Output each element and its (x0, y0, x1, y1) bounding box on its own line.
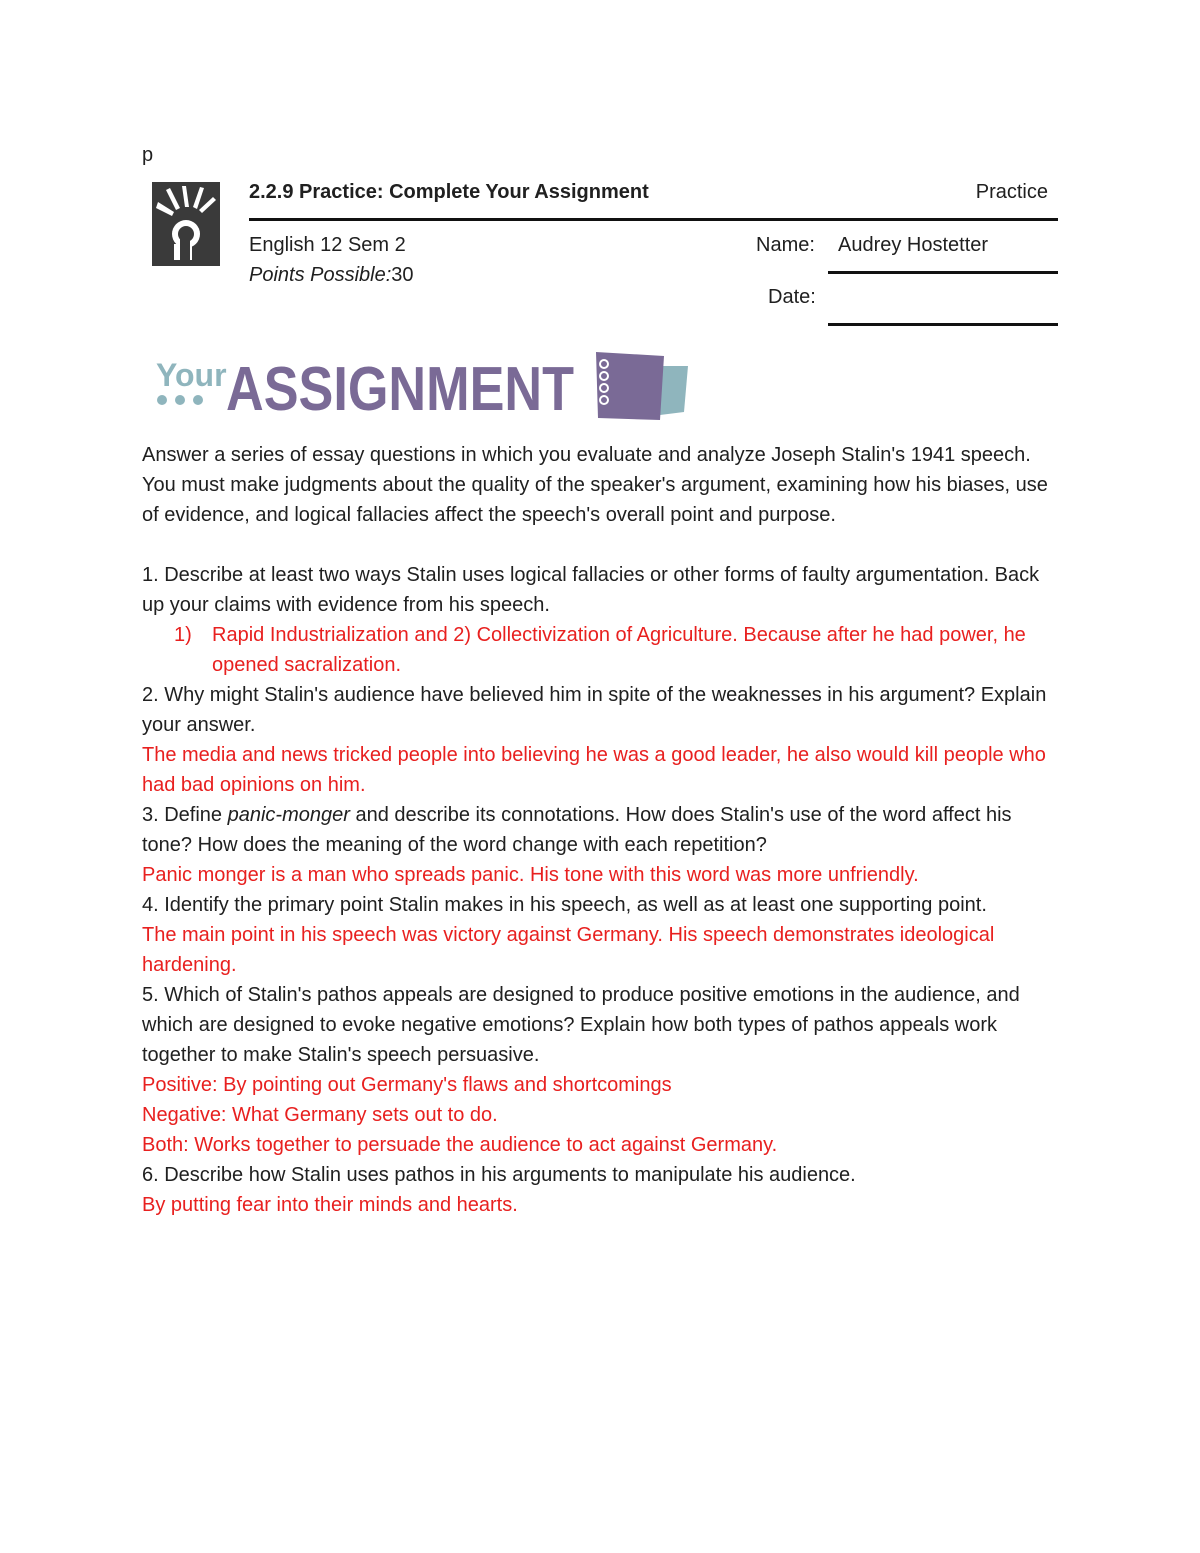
question-3-term: panic-monger (227, 804, 350, 826)
your-assignment-banner (152, 346, 692, 426)
banner-dot (157, 395, 167, 405)
answer-3: Panic monger is a man who spreads panic. His tone with this word was more unfriendly. (142, 864, 919, 886)
answer-1-text: Rapid Industrialization and 2) Collectivization of Agriculture. Because after he had power, he opened sacralization. (212, 624, 1026, 676)
points-label: Points Possible: (249, 264, 392, 286)
answer-4: The main point in his speech was victory against Germany. His speech demonstrates ideological hardening. (142, 924, 995, 976)
question-4: 4. Identify the primary point Stalin makes in his speech, as well as at least one supporting point. (142, 894, 987, 916)
question-6: 6. Describe how Stalin uses pathos in his arguments to manipulate his audience. (142, 1164, 856, 1186)
banner-dot (175, 395, 185, 405)
assignment-title: 2.2.9 Practice: Complete Your Assignment (249, 181, 649, 203)
intro-paragraph: Answer a series of essay questions in which you evaluate and analyze Joseph Stalin's 1941 speech. You must make judgments about the quality of the speaker's argument, examining how his biases, use of evidence, and logical fallacies affect the speech's overall point and purpose. (142, 444, 1048, 526)
answer-6: By putting fear into their minds and hearts. (142, 1194, 518, 1216)
notebook-icon (596, 352, 688, 420)
banner-dot (193, 395, 203, 405)
header-rule (249, 218, 1058, 221)
date-label: Date: (768, 286, 816, 308)
question-3 (142, 800, 1062, 860)
banner-your: Your (156, 357, 227, 393)
name-field-line (828, 271, 1058, 274)
lightbulb-logo-icon (152, 182, 220, 266)
answer-5-negative: Negative: What Germany sets out to do. (142, 1104, 498, 1126)
date-field-line (828, 323, 1058, 326)
points-value: 30 (391, 264, 414, 286)
question-3-pre: 3. Define (142, 804, 228, 826)
banner-assignment: ASSIGNMENT (226, 355, 575, 424)
answer-5-both: Both: Works together to persuade the audience to act against Germany. (142, 1134, 778, 1156)
question-5: 5. Which of Stalin's pathos appeals are designed to produce positive emotions in the audience, and which are designed to evoke negative emotions? Explain how both types of pathos appeals work together to make Stalin's speech persuasive. (142, 984, 1020, 1066)
assignment-type: Practice (975, 181, 1048, 203)
answer-2: The media and news tricked people into believing he was a good leader, he also would kill people who had bad opinions on him. (142, 744, 1046, 796)
points-possible (249, 264, 414, 287)
answer-5-positive: Positive: By pointing out Germany's flaws and shortcomings (142, 1074, 672, 1096)
stray-character: p (142, 144, 154, 166)
question-1: 1. Describe at least two ways Stalin uses logical fallacies or other forms of faulty argumentation. Back up your claims with evidence from his speech. (142, 564, 1040, 616)
name-label: Name: (756, 234, 815, 256)
question-2: 2. Why might Stalin's audience have believed him in spite of the weaknesses in his argument? Explain your answer. (142, 684, 1047, 736)
answer-1-number: 1) (174, 624, 192, 646)
name-value: Audrey Hostetter (838, 234, 989, 256)
assignment-body (142, 440, 1062, 1220)
course-name: English 12 Sem 2 (249, 234, 406, 256)
question-3-post: and describe its connotations. How does Stalin's use of the word affect his tone? How does the meaning of the word change with each repetition? (142, 804, 1012, 856)
answer-1 (142, 620, 1062, 680)
